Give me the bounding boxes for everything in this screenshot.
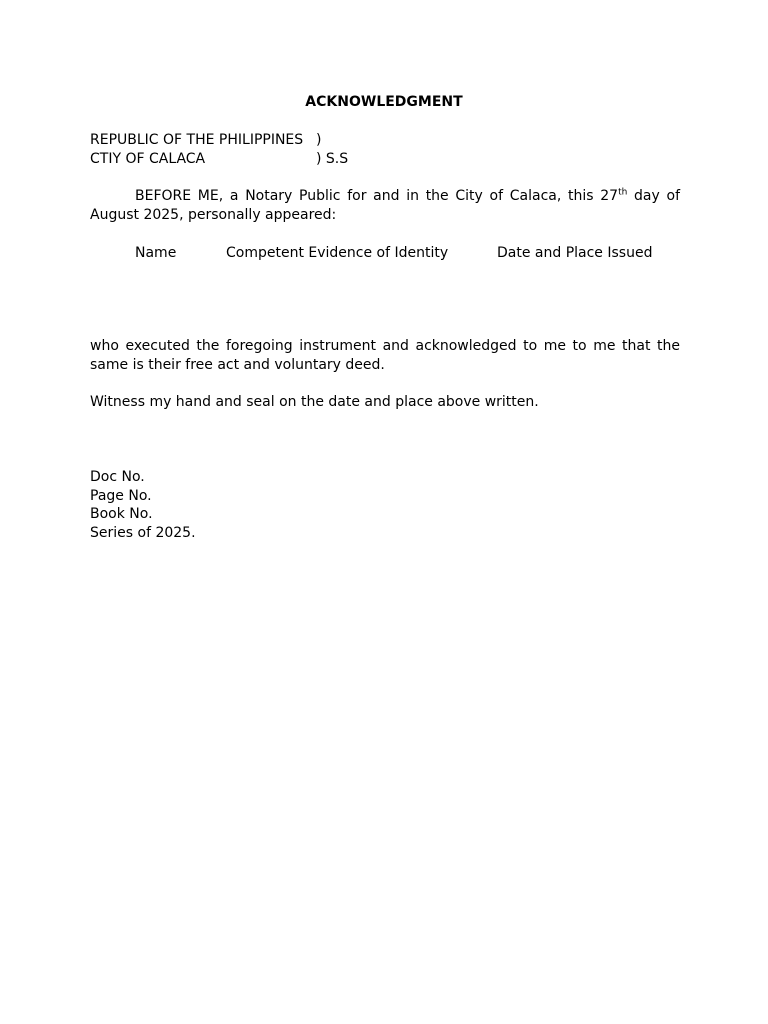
- intro-paragraph: [90, 187, 680, 224]
- venue-republic-mark: ): [316, 132, 322, 148]
- column-header-date-place: Date and Place Issued: [497, 245, 653, 261]
- intro-text-after: day of August 2025, personally appeared:: [90, 188, 681, 223]
- doc-no-line: Doc No.: [90, 469, 145, 485]
- series-line: Series of 2025.: [90, 525, 196, 541]
- venue-city: CTIY OF CALACA: [90, 151, 206, 167]
- book-no-line: Book No.: [90, 506, 153, 522]
- intro-text-before: BEFORE ME, a Notary Public for and in the City of Calaca, this 27: [135, 188, 619, 204]
- executed-paragraph: who executed the foregoing instrument and acknowledged to me to me that the same is their free act and voluntary deed.: [90, 338, 680, 373]
- column-header-name: Name: [135, 245, 177, 261]
- venue-republic: REPUBLIC OF THE PHILIPPINES: [90, 132, 304, 148]
- intro-ordinal-suffix: th: [618, 187, 628, 198]
- venue-city-mark: ) S.S: [316, 151, 349, 167]
- witness-paragraph: Witness my hand and seal on the date and place above written.: [90, 394, 539, 410]
- page-no-line: Page No.: [90, 488, 152, 504]
- document-title: ACKNOWLEDGMENT: [305, 94, 463, 110]
- column-header-evidence: Competent Evidence of Identity: [226, 245, 449, 261]
